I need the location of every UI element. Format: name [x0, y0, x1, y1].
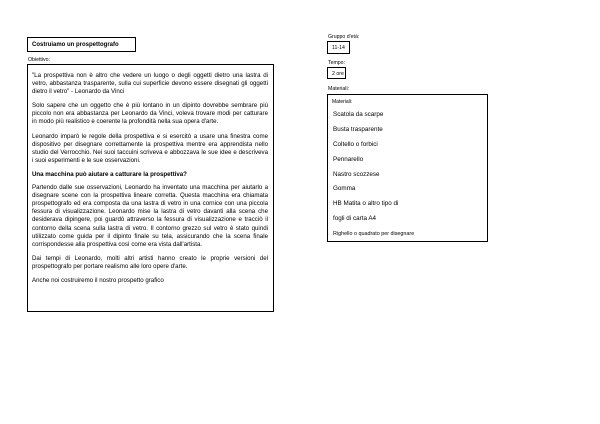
age-group-label: Gruppo d'età:: [328, 34, 360, 40]
time-value: 2 ore: [332, 71, 344, 77]
objective-paragraph: Solo sapere che un oggetto che è più lontano in un dipinto dovrebbe sembrare più piccolo non era abbastanza per Leonardo da Vinci, voleva trovare modi per catturare in modo più realistico e coerente la profondità nella sua opera d'arte.: [32, 102, 268, 126]
title-box: [27, 37, 136, 52]
material-item: Busta trasparente: [333, 125, 383, 133]
objective-question-heading: Una macchina può aiutare a catturare la prospettiva?: [32, 170, 187, 178]
objective-paragraph: Anche noi costruiremo il nostro prospetto grafico: [32, 276, 164, 284]
objective-paragraph: Partendo dalle sue osservazioni, Leonardo ha inventato una macchina per aiutarlo a disegnare scene con la prospettiva lineare corretta. Questa macchina era chiamata prospettografo ed era composta da una lastra di vetro in una cornice con una piccola fessura di visualizzazione. Leonardo mise la lastra di vetro davanti alla scena che desiderava dipingere, poi guardò attraverso la fessura di visualizzazione e tracciò il contorno della scena sulla lastra di vetro. Il contorno grezzo sul vetro è stato quindi utilizzato come guida per il dipinto finale su tela, assicurando che la scena finale corrispondesse alla prospettiva così come era vista dall'artista.: [32, 184, 268, 248]
materials-label: Materiali:: [328, 86, 350, 92]
page-title: Costruiamo un prospettografo: [32, 42, 119, 48]
material-item: Righello o quadrato per disegnare: [333, 231, 415, 238]
material-item: Gomma: [333, 185, 356, 193]
material-item: Scatola da scarpe: [333, 111, 384, 118]
materials-box: [327, 94, 488, 242]
material-item: Pennarello: [333, 155, 364, 163]
material-item: HB Matita o altro tipo di: [333, 200, 399, 208]
objective-paragraph: Leonardo imparò le regole della prospettiva e si esercitò a usare una finestra come dispositivo per disegnare correttamente la prospettiva mentre era apprendista nello studio del Verrocchio. Nei suoi taccuini scriveva e abbozzava le sue idee e descriveva i suoi esperimenti e le sue osservazioni.: [32, 132, 268, 164]
age-group-box: [327, 41, 350, 54]
objective-box: [27, 64, 274, 312]
objective-label: Obiettivo:: [28, 57, 50, 63]
materials-list: [333, 108, 414, 242]
age-group-value: 11-14: [332, 45, 345, 51]
material-item: Coltello o forbici: [333, 140, 378, 148]
objective-quote: "La prospettiva non è altro che vedere un luogo o degli oggetti dietro una lastra di vetro, abbastanza trasparente, sulla cui superficie devono essere disegnati gli oggetti dietro il vetro" - Leonardo da Vinci: [32, 72, 268, 96]
material-item: fogli di carta A4: [333, 215, 377, 223]
objective-paragraph: Dai tempi di Leonardo, molti altri artisti hanno creato le proprie versioni del prospettografo per portare realismo alle loro opere d'arte.: [32, 254, 268, 270]
time-box: [327, 67, 346, 79]
time-label: Tempo:: [328, 60, 346, 66]
material-item: Nastro scozzese: [333, 170, 380, 178]
materials-inner-label: Materiali:: [332, 99, 353, 105]
